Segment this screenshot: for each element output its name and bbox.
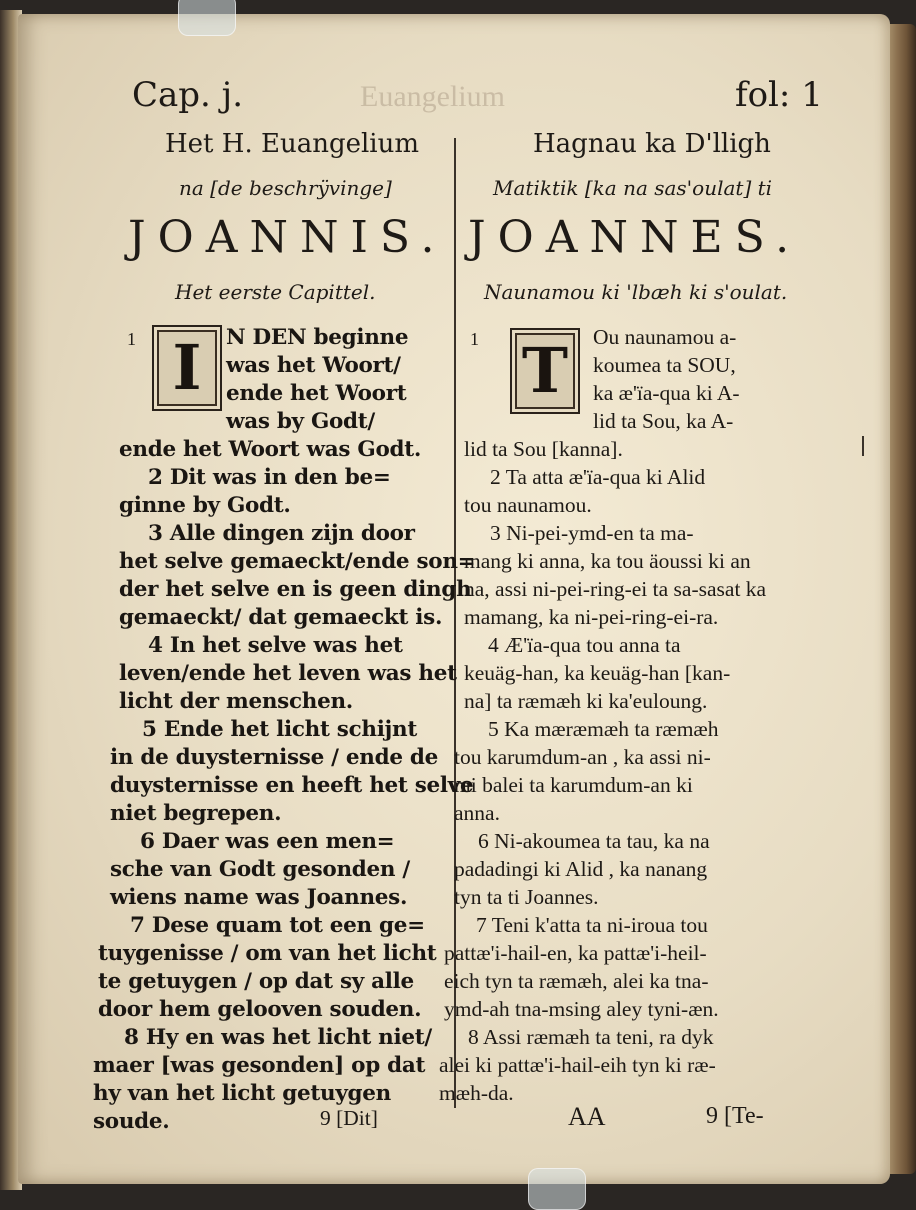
top-page-clip [178,0,236,36]
formosan-line: alei ki pattæ'i-hail-eih tyn ki ræ- [439,1053,716,1077]
formosan-line: tyn ta ti Joannes. [454,885,599,909]
bottom-page-clip [528,1168,586,1210]
dutch-line: gemaeckt/ dat gemaeckt is. [119,605,443,630]
chapter-label: Cap. j. [132,75,244,115]
formosan-line: 4 Æ'ïa-qua tou anna ta [488,633,681,657]
dutch-line: duysternisse en heeft het selve [110,773,474,798]
decorated-initial-t: T [510,328,580,414]
dutch-line: 3 Alle dingen zijn door [148,521,415,546]
formosan-line: 3 Ni-pei-ymd-en ta ma- [490,521,694,545]
dutch-chapter-heading: Het eerste Capittel. [175,280,376,304]
dutch-line: 6 Daer was een men= [140,829,395,854]
verse-number: 1 [127,329,136,349]
formosan-line: Ou naunamou a- [593,325,737,349]
dutch-line: door hem gelooven souden. [98,997,422,1022]
dutch-line: soude. [93,1109,170,1134]
formosan-line: na, assi ni-pei-ring-ei ta sa-sasat ka [464,577,767,601]
dutch-book-name: JOANNIS. [128,212,447,263]
dutch-line: licht der menschen. [119,689,353,714]
signature-mark: AA [568,1102,606,1131]
formosan-line: lid ta Sou, ka A- [593,409,734,433]
folio-label: fol: 1 [735,75,823,115]
formosan-title: Hagnau ka D'lligh [533,129,771,159]
dutch-line: te getuygen / op dat sy alle [98,969,414,994]
dutch-line: maer [was gesonden] op dat [93,1053,426,1078]
dutch-line: niet begrepen. [110,801,282,826]
formosan-line: mamang, ka ni-pei-ring-ei-ra. [464,605,719,629]
formosan-line: ymd-ah tna-msing aley tyni-æn. [444,997,719,1021]
dutch-line: 8 Hy en was het licht niet/ [124,1025,432,1050]
margin-mark [862,436,864,456]
dutch-line: ginne by Godt. [119,493,291,518]
formosan-line: tou karumdum-an , ka assi ni- [454,745,711,769]
formosan-line: mi balei ta karumdum-an ki [454,773,693,797]
formosan-line: keuäg-han, ka keuäg-han [kan- [464,661,731,685]
dutch-line: was by Godt/ [226,409,375,434]
dutch-subtitle: na [de beschrÿvinge] [179,176,392,200]
dutch-line: N DEN beginne [226,325,409,350]
formosan-line: koumea ta SOU, [593,353,736,377]
decorated-initial-i: I [152,325,222,411]
dutch-title: Het H. Euangelium [165,129,420,159]
dutch-line: hy van het licht getuygen [93,1081,391,1106]
bleed-through-text: Euangelium [360,80,505,113]
formosan-line: lid ta Sou [kanna]. [464,437,623,461]
formosan-line: padadingi ki Alid , ka nanang [454,857,708,881]
formosan-line: anna. [454,801,500,825]
dutch-line: 2 Dit was in den be= [148,465,391,490]
formosan-line: 2 Ta atta æ'ïa-qua ki Alid [490,465,706,489]
formosan-catchword: 9 [Te- [706,1103,764,1129]
formosan-subtitle: Matiktik [ka na sas'oulat] ti [493,176,773,200]
dutch-line: ende het Woort [226,381,407,406]
formosan-line: tou naunamou. [464,493,592,517]
dutch-line: in de duysternisse / ende de [110,745,439,770]
formosan-line: eich tyn ta ræmæh, alei ka tna- [444,969,709,993]
dutch-line: tuygenisse / om van het licht [98,941,437,966]
formosan-chapter-heading: Naunamou ki 'lbæh ki s'oulat. [484,280,788,304]
formosan-line: pattæ'i-hail-en, ka pattæ'i-heil- [444,941,707,965]
formosan-line: mæh-da. [439,1081,514,1105]
dutch-catchword: 9 [Dit] [320,1106,378,1130]
dutch-line: wiens name was Joannes. [110,885,408,910]
dutch-line: der het selve en is geen dingh [119,577,472,602]
dutch-line: sche van Godt gesonden / [110,857,410,882]
formosan-book-name: JOANNES. [468,212,802,263]
dutch-line: leven/ende het leven was het [119,661,457,686]
dutch-line: 4 In het selve was het [148,633,403,658]
dutch-line: 7 Dese quam tot een ge= [130,913,425,938]
formosan-line: 6 Ni-akoumea ta tau, ka na [478,829,710,853]
dutch-line: was het Woort/ [226,353,401,378]
dutch-line: ende het Woort was Godt. [119,437,422,462]
verse-number: 1 [470,329,479,349]
formosan-line: mang ki anna, ka tou äoussi ki an [464,549,751,573]
dutch-line: 5 Ende het licht schijnt [142,717,417,742]
formosan-line: 7 Teni k'atta ta ni-iroua tou [476,913,708,937]
formosan-line: 8 Assi ræmæh ta teni, ra dyk [468,1025,714,1049]
formosan-line: 5 Ka mæræmæh ta ræmæh [488,717,719,741]
formosan-line: na] ta ræmæh ki ka'euloung. [464,689,708,713]
dutch-line: het selve gemaeckt/ende son= [119,549,476,574]
formosan-line: ka æ'ïa-qua ki A- [593,381,740,405]
